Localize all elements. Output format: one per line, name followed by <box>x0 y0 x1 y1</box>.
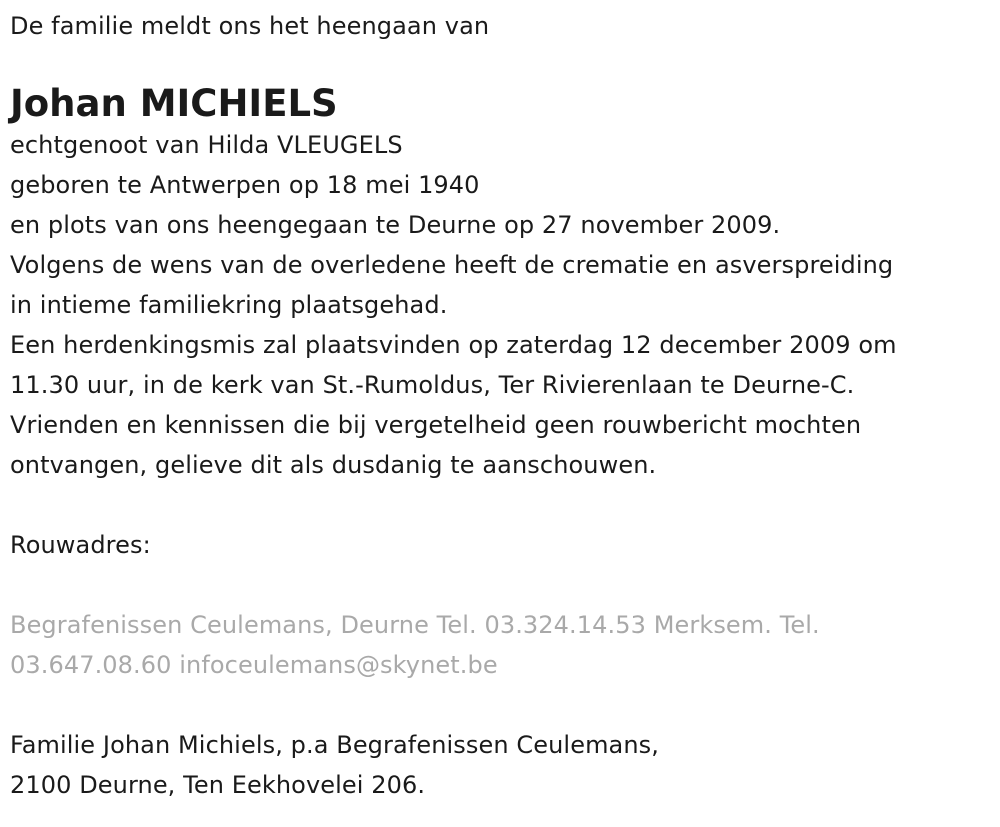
body-line: Een herdenkingsmis zal plaatsvinden op zaterdag 12 december 2009 om <box>10 331 897 359</box>
funeral-home-line: 03.647.08.60 infoceulemans@skynet.be <box>10 651 498 679</box>
spacer <box>10 685 995 725</box>
family-address <box>10 725 995 805</box>
body-line: ontvangen, gelieve dit als dusdanig te aanschouwen. <box>10 451 657 479</box>
body-line: 11.30 uur, in de kerk van St.-Rumoldus, Ter Rivierenlaan te Deurne-C. <box>10 371 855 399</box>
body-line: echtgenoot van Hilda VLEUGELS <box>10 131 403 159</box>
body-line: Volgens de wens van de overledene heeft de crematie en asverspreiding <box>10 251 894 279</box>
funeral-home-line: Begrafenissen Ceulemans, Deurne Tel. 03.324.14.53 Merksem. Tel. <box>10 611 820 639</box>
spacer <box>10 485 995 525</box>
body-line: en plots van ons heengegaan te Deurne op 27 november 2009. <box>10 211 781 239</box>
death-notice <box>10 6 995 805</box>
address-label: Rouwadres: <box>10 531 151 559</box>
funeral-home-info <box>10 605 995 685</box>
notice-body <box>10 125 995 485</box>
spacer <box>10 565 995 605</box>
intro-text: De familie meldt ons het heengaan van <box>10 12 490 40</box>
deceased-name: Johan MICHIELS <box>10 82 338 125</box>
family-line: Familie Johan Michiels, p.a Begrafenissen Ceulemans, <box>10 731 659 759</box>
body-line: geboren te Antwerpen op 18 mei 1940 <box>10 171 480 199</box>
body-line: Vrienden en kennissen die bij vergetelheid geen rouwbericht mochten <box>10 411 862 439</box>
body-line: in intieme familiekring plaatsgehad. <box>10 291 448 319</box>
family-line: 2100 Deurne, Ten Eekhovelei 206. <box>10 771 426 799</box>
